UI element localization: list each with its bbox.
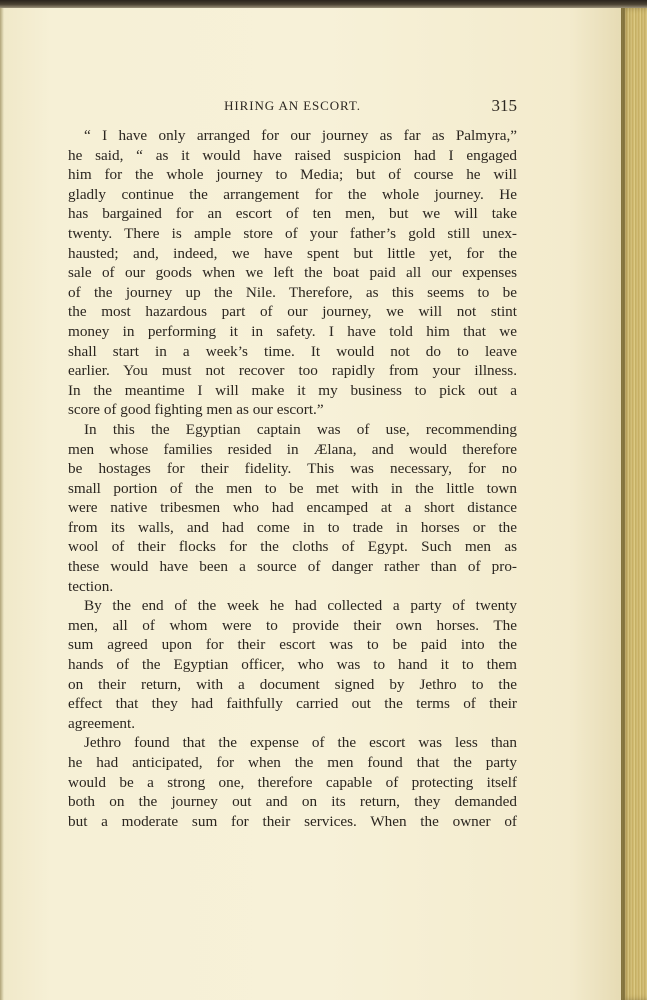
text-line: from its walls, and had come in to trade in horses or the xyxy=(68,518,517,536)
text-line: he said, “ as it would have raised suspicion had I engaged xyxy=(68,146,517,164)
text-line: In the meantime I will make it my business to pick out a xyxy=(68,381,517,399)
text-line: men, all of whom were to provide their own horses. The xyxy=(68,616,517,634)
text-line: both on the journey out and on its return, they demanded xyxy=(68,793,517,811)
top-page-edge xyxy=(0,0,647,8)
page-number: 315 xyxy=(491,96,517,115)
text-line: but a moderate sum for their services. When the owner of xyxy=(68,812,517,830)
left-page-edge xyxy=(0,8,4,1000)
text-line: these would have been a source of danger rather than of pro- xyxy=(68,558,517,576)
text-line: agreement. xyxy=(68,714,136,732)
page-header xyxy=(68,98,517,118)
text-line: twenty. There is ample store of your father’s gold still unex- xyxy=(68,224,517,242)
text-line: In this the Egyptian captain was of use, recommending xyxy=(84,420,517,438)
text-line: of the journey up the Nile. Therefore, as this seems to be xyxy=(68,283,517,301)
text-line: sum agreed upon for their escort was to be paid into the xyxy=(68,636,517,654)
text-line: hands of the Egyptian officer, who was to hand it to them xyxy=(68,656,517,674)
text-line: shall start in a week’s time. It would not do to leave xyxy=(68,342,517,360)
text-line: him for the whole journey to Media; but of course he will xyxy=(68,166,517,184)
text-line: has bargained for an escort of ten men, but we will take xyxy=(68,205,517,223)
text-line: wool of their flocks for the cloths of Egypt. Such men as xyxy=(68,538,517,556)
text-line: be hostages for their fidelity. This was necessary, for no xyxy=(68,460,517,478)
text-line: he had anticipated, for when the men found that the party xyxy=(68,754,517,771)
text-line: sale of our goods when we left the boat paid all our expenses xyxy=(68,264,517,282)
text-line: the most hazardous part of our journey, we will not stint xyxy=(68,303,517,321)
text-line: “ I have only arranged for our journey as far as Palmyra,” xyxy=(84,127,517,144)
binding-shadow xyxy=(621,8,625,1000)
text-line: gladly continue the arrangement for the whole journey. He xyxy=(68,185,517,203)
running-head: HIRING AN ESCORT. xyxy=(224,98,361,113)
text-line: tection. xyxy=(68,577,114,595)
text-line: on their return, with a document signed by Jethro to the xyxy=(68,675,517,693)
text-line: effect that they had faithfully carried out the terms of their xyxy=(68,695,517,713)
text-line: money in performing it in safety. I have told him that we xyxy=(68,322,517,340)
body-text xyxy=(68,126,517,831)
text-line: Jethro found that the expense of the escort was less than xyxy=(84,734,517,752)
text-line: earlier. You must not recover too rapidly from your illness. xyxy=(68,362,517,380)
text-line: men whose families resided in Ælana, and would therefore xyxy=(68,440,517,458)
text-line: score of good fighting men as our escort.” xyxy=(68,401,324,419)
text-line: hausted; and, indeed, we have spent but little yet, for the xyxy=(68,244,517,262)
text-line: small portion of the men to be met with in the little town xyxy=(68,479,517,497)
text-line: were native tribesmen who had encamped at a short distance xyxy=(68,499,517,517)
text-line: would be a strong one, therefore capable of protecting itself xyxy=(68,773,517,791)
text-line: By the end of the week he had collected a party of twenty xyxy=(84,597,517,615)
